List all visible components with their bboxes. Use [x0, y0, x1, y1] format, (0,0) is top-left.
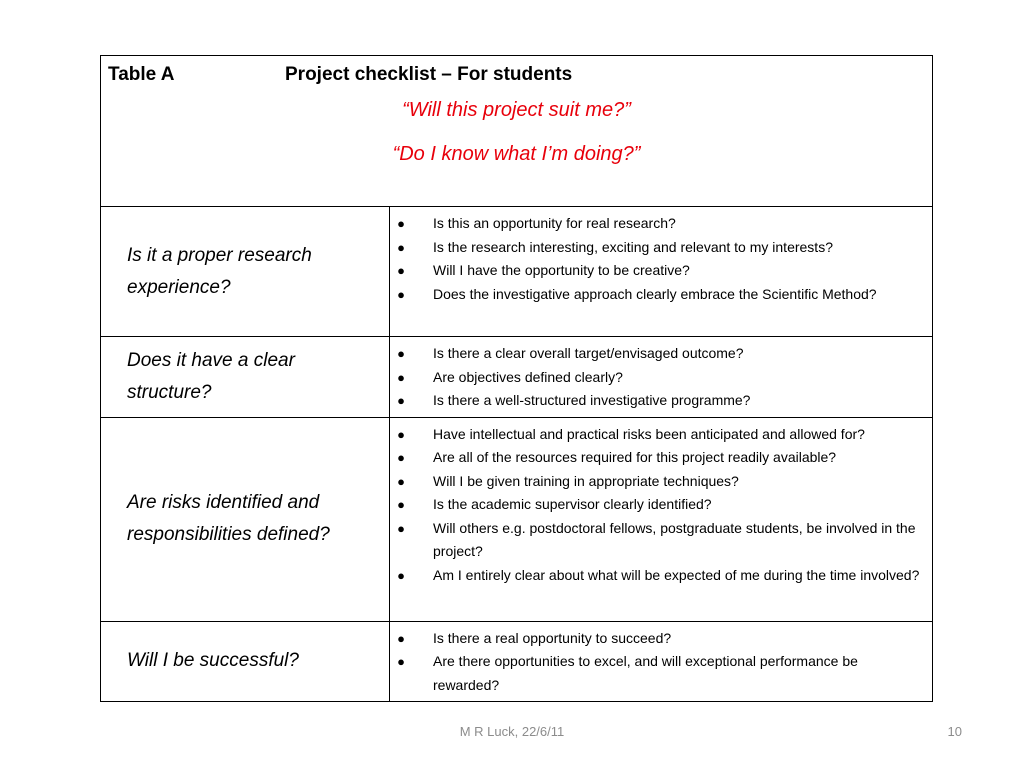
point-text: Is there a well-structured investigative programme? — [433, 392, 751, 408]
table-row — [101, 207, 933, 337]
question-cell — [101, 621, 390, 702]
list-item — [390, 517, 924, 564]
points-list — [390, 207, 932, 310]
question-cell — [101, 337, 390, 418]
bullet-icon: ● — [397, 497, 405, 512]
bullet-icon: ● — [397, 216, 405, 231]
table-row — [101, 417, 933, 621]
project-checklist-table — [100, 55, 933, 702]
point-text: Is the research interesting, exciting and relevant to my interests? — [433, 238, 833, 255]
question-text: Is it a proper research experience? — [127, 244, 312, 298]
table-row — [101, 337, 933, 418]
footer-author: M R Luck, 22/6/11 — [459, 724, 565, 739]
points-cell — [390, 417, 933, 621]
bullet-icon: ● — [397, 426, 405, 442]
question-cell — [101, 207, 390, 337]
list-item — [390, 650, 924, 697]
table-label: Table A — [108, 64, 175, 85]
bullet-icon: ● — [397, 520, 405, 536]
page-number: 10 — [947, 724, 962, 739]
bullet-icon: ● — [397, 450, 405, 465]
point-text: Are there opportunities to excel, and will exceptional performance be rewarded? — [433, 653, 858, 693]
quote-know-what-doing: “Do I know what I’m doing?” — [392, 143, 641, 165]
list-item — [390, 283, 924, 307]
point-text: Are objectives defined clearly? — [433, 368, 623, 385]
points-cell — [390, 207, 933, 337]
list-item — [390, 446, 924, 470]
points-cell — [390, 621, 933, 702]
point-text: Is there a real opportunity to succeed? — [433, 629, 672, 646]
list-item — [390, 342, 924, 366]
points-list — [390, 622, 932, 702]
list-item — [390, 564, 924, 588]
quote-suit-me: “Will this project suit me?” — [402, 99, 631, 121]
table-heading — [101, 56, 932, 88]
point-text: Will I be given training in appropriate techniques? — [433, 472, 739, 489]
list-item — [390, 366, 924, 390]
bullet-icon: ● — [397, 346, 405, 361]
point-text: Have intellectual and practical risks been anticipated and allowed for? — [433, 425, 865, 442]
point-text: Will I have the opportunity to be creative? — [433, 262, 690, 278]
list-item — [390, 389, 924, 413]
table-header-cell — [101, 56, 933, 207]
bullet-icon: ● — [397, 630, 405, 646]
point-text: Does the investigative approach clearly embrace the Scientific Method? — [433, 285, 877, 302]
bullet-icon: ● — [397, 286, 405, 302]
question-text: Will I be successful? — [127, 650, 299, 672]
points-list — [390, 418, 932, 592]
question-text: Are risks identified and responsibilities defined? — [127, 492, 330, 545]
question-cell — [101, 417, 390, 621]
bullet-icon: ● — [397, 567, 405, 583]
table-row — [101, 621, 933, 702]
point-text: Is the academic supervisor clearly identified? — [433, 496, 712, 512]
point-text: Am I entirely clear about what will be expected of me during the time involved? — [433, 566, 920, 583]
list-item — [390, 423, 924, 447]
points-cell — [390, 337, 933, 418]
list-item — [390, 212, 924, 236]
bullet-icon: ● — [397, 239, 405, 255]
table-title: Project checklist – For students — [285, 64, 573, 85]
list-item — [390, 627, 924, 651]
point-text: Is this an opportunity for real research? — [433, 215, 676, 231]
list-item — [390, 493, 924, 517]
bullet-icon: ● — [397, 369, 405, 385]
point-text: Are all of the resources required for this project readily available? — [433, 449, 837, 465]
list-item — [390, 470, 924, 494]
list-item — [390, 259, 924, 283]
bullet-icon: ● — [397, 263, 405, 278]
table-header-row — [101, 56, 933, 207]
point-text: Is there a clear overall target/envisaged outcome? — [433, 345, 744, 361]
bullet-icon: ● — [397, 654, 405, 669]
bullet-icon: ● — [397, 473, 405, 489]
question-text: Does it have a clear structure? — [127, 349, 295, 403]
points-list — [390, 337, 932, 417]
list-item — [390, 236, 924, 260]
bullet-icon: ● — [397, 393, 405, 408]
point-text: Will others e.g. postdoctoral fellows, postgraduate students, be involved in the project? — [433, 519, 916, 559]
